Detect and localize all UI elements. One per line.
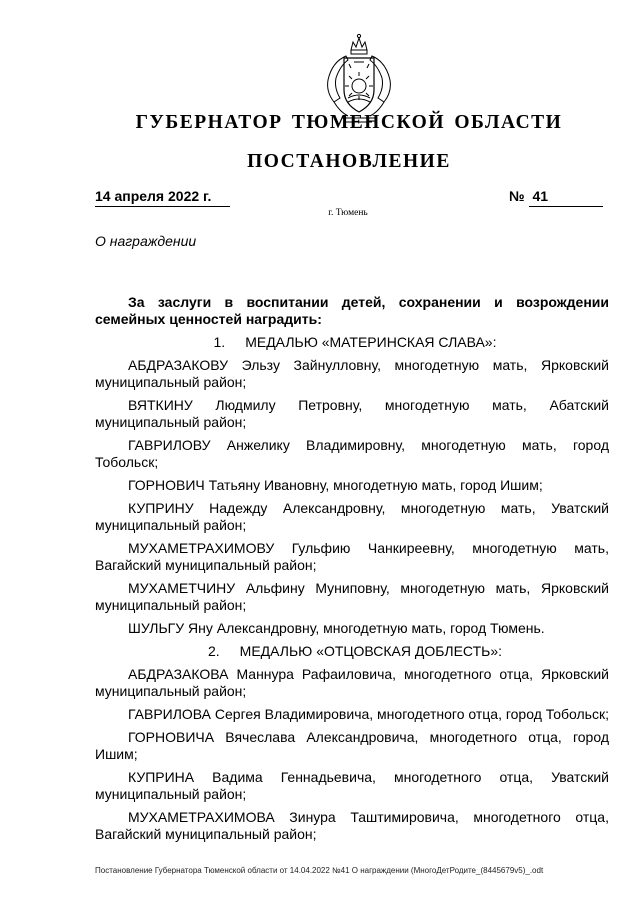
document-body	[95, 294, 609, 849]
award-item: МУХАМЕТРАХИМОВУ Гульфию Чанкиреевну, многодетную мать, Вагайский муниципальный район;	[95, 540, 609, 573]
award-item: ВЯТКИНУ Людмилу Петровну, многодетную мать, Абатский муниципальный район;	[95, 397, 609, 430]
document-city: г. Тюмень	[328, 208, 368, 218]
award-item: ГОРНОВИЧА Вячеслава Александровича, многодетного отца, город Ишим;	[95, 729, 609, 762]
number-value: 41	[529, 188, 603, 207]
award-item: МУХАМЕТЧИНУ Альфину Муниповну, многодетную мать, Ярковский муниципальный район;	[95, 580, 609, 613]
award-item: ШУЛЬГУ Яну Александровну, многодетную мать, город Тюмень.	[128, 620, 545, 636]
authority-title: ГУБЕРНАТОР ТЮМЕНСКОЙ ОБЛАСТИ	[135, 112, 563, 133]
award-item: АБДРАЗАКОВУ Эльзу Зайнулловну, многодетную мать, Ярковский муниципальный район;	[95, 357, 609, 390]
award-item: АБДРАЗАКОВА Маннура Рафаиловича, многодетного отца, Ярковский муниципальный район;	[95, 666, 609, 699]
document-number	[509, 188, 605, 207]
section-heading	[95, 643, 609, 660]
preamble: За заслуги в воспитании детей, сохранении и возрождении семейных ценностей наградить:	[95, 294, 609, 327]
document-date: 14 апреля 2022 г.	[95, 188, 230, 207]
award-item: КУПРИНА Вадима Геннадьевича, многодетного отца, Уватский муниципальный район;	[95, 769, 609, 802]
section-number: 1.	[213, 334, 226, 350]
award-item: ГАВРИЛОВА Сергея Владимировича, многодетного отца, город Тобольск;	[128, 706, 609, 722]
section-heading	[95, 334, 609, 351]
award-item: ГАВРИЛОВУ Анжелику Владимировну, многодетную мать, город Тобольск;	[95, 437, 609, 470]
page-footer: Постановление Губернатора Тюменской области от 14.04.2022 №41 О награждении (МногоДетРодите_(8445679v5)_.odt	[95, 866, 544, 875]
document-subject: О награждении	[95, 233, 197, 249]
number-label: №	[509, 188, 525, 204]
award-item: ГОРНОВИЧ Татьяну Ивановну, многодетную мать, город Ишим;	[128, 477, 543, 493]
section-title: МЕДАЛЬЮ «ОТЦОВСКАЯ ДОБЛЕСТЬ»:	[239, 643, 502, 659]
section-title: МЕДАЛЬЮ «МАТЕРИНСКАЯ СЛАВА»:	[245, 334, 497, 350]
award-item: КУПРИНУ Надежду Александровну, многодетную мать, Уватский муниципальный район;	[95, 500, 609, 533]
document-type: ПОСТАНОВЛЕНИЕ	[247, 151, 451, 172]
section-number: 2.	[207, 643, 220, 659]
award-item: МУХАМЕТРАХИМОВА Зинура Таштимировича, многодетного отца, Вагайский муниципальный район;	[95, 809, 609, 842]
